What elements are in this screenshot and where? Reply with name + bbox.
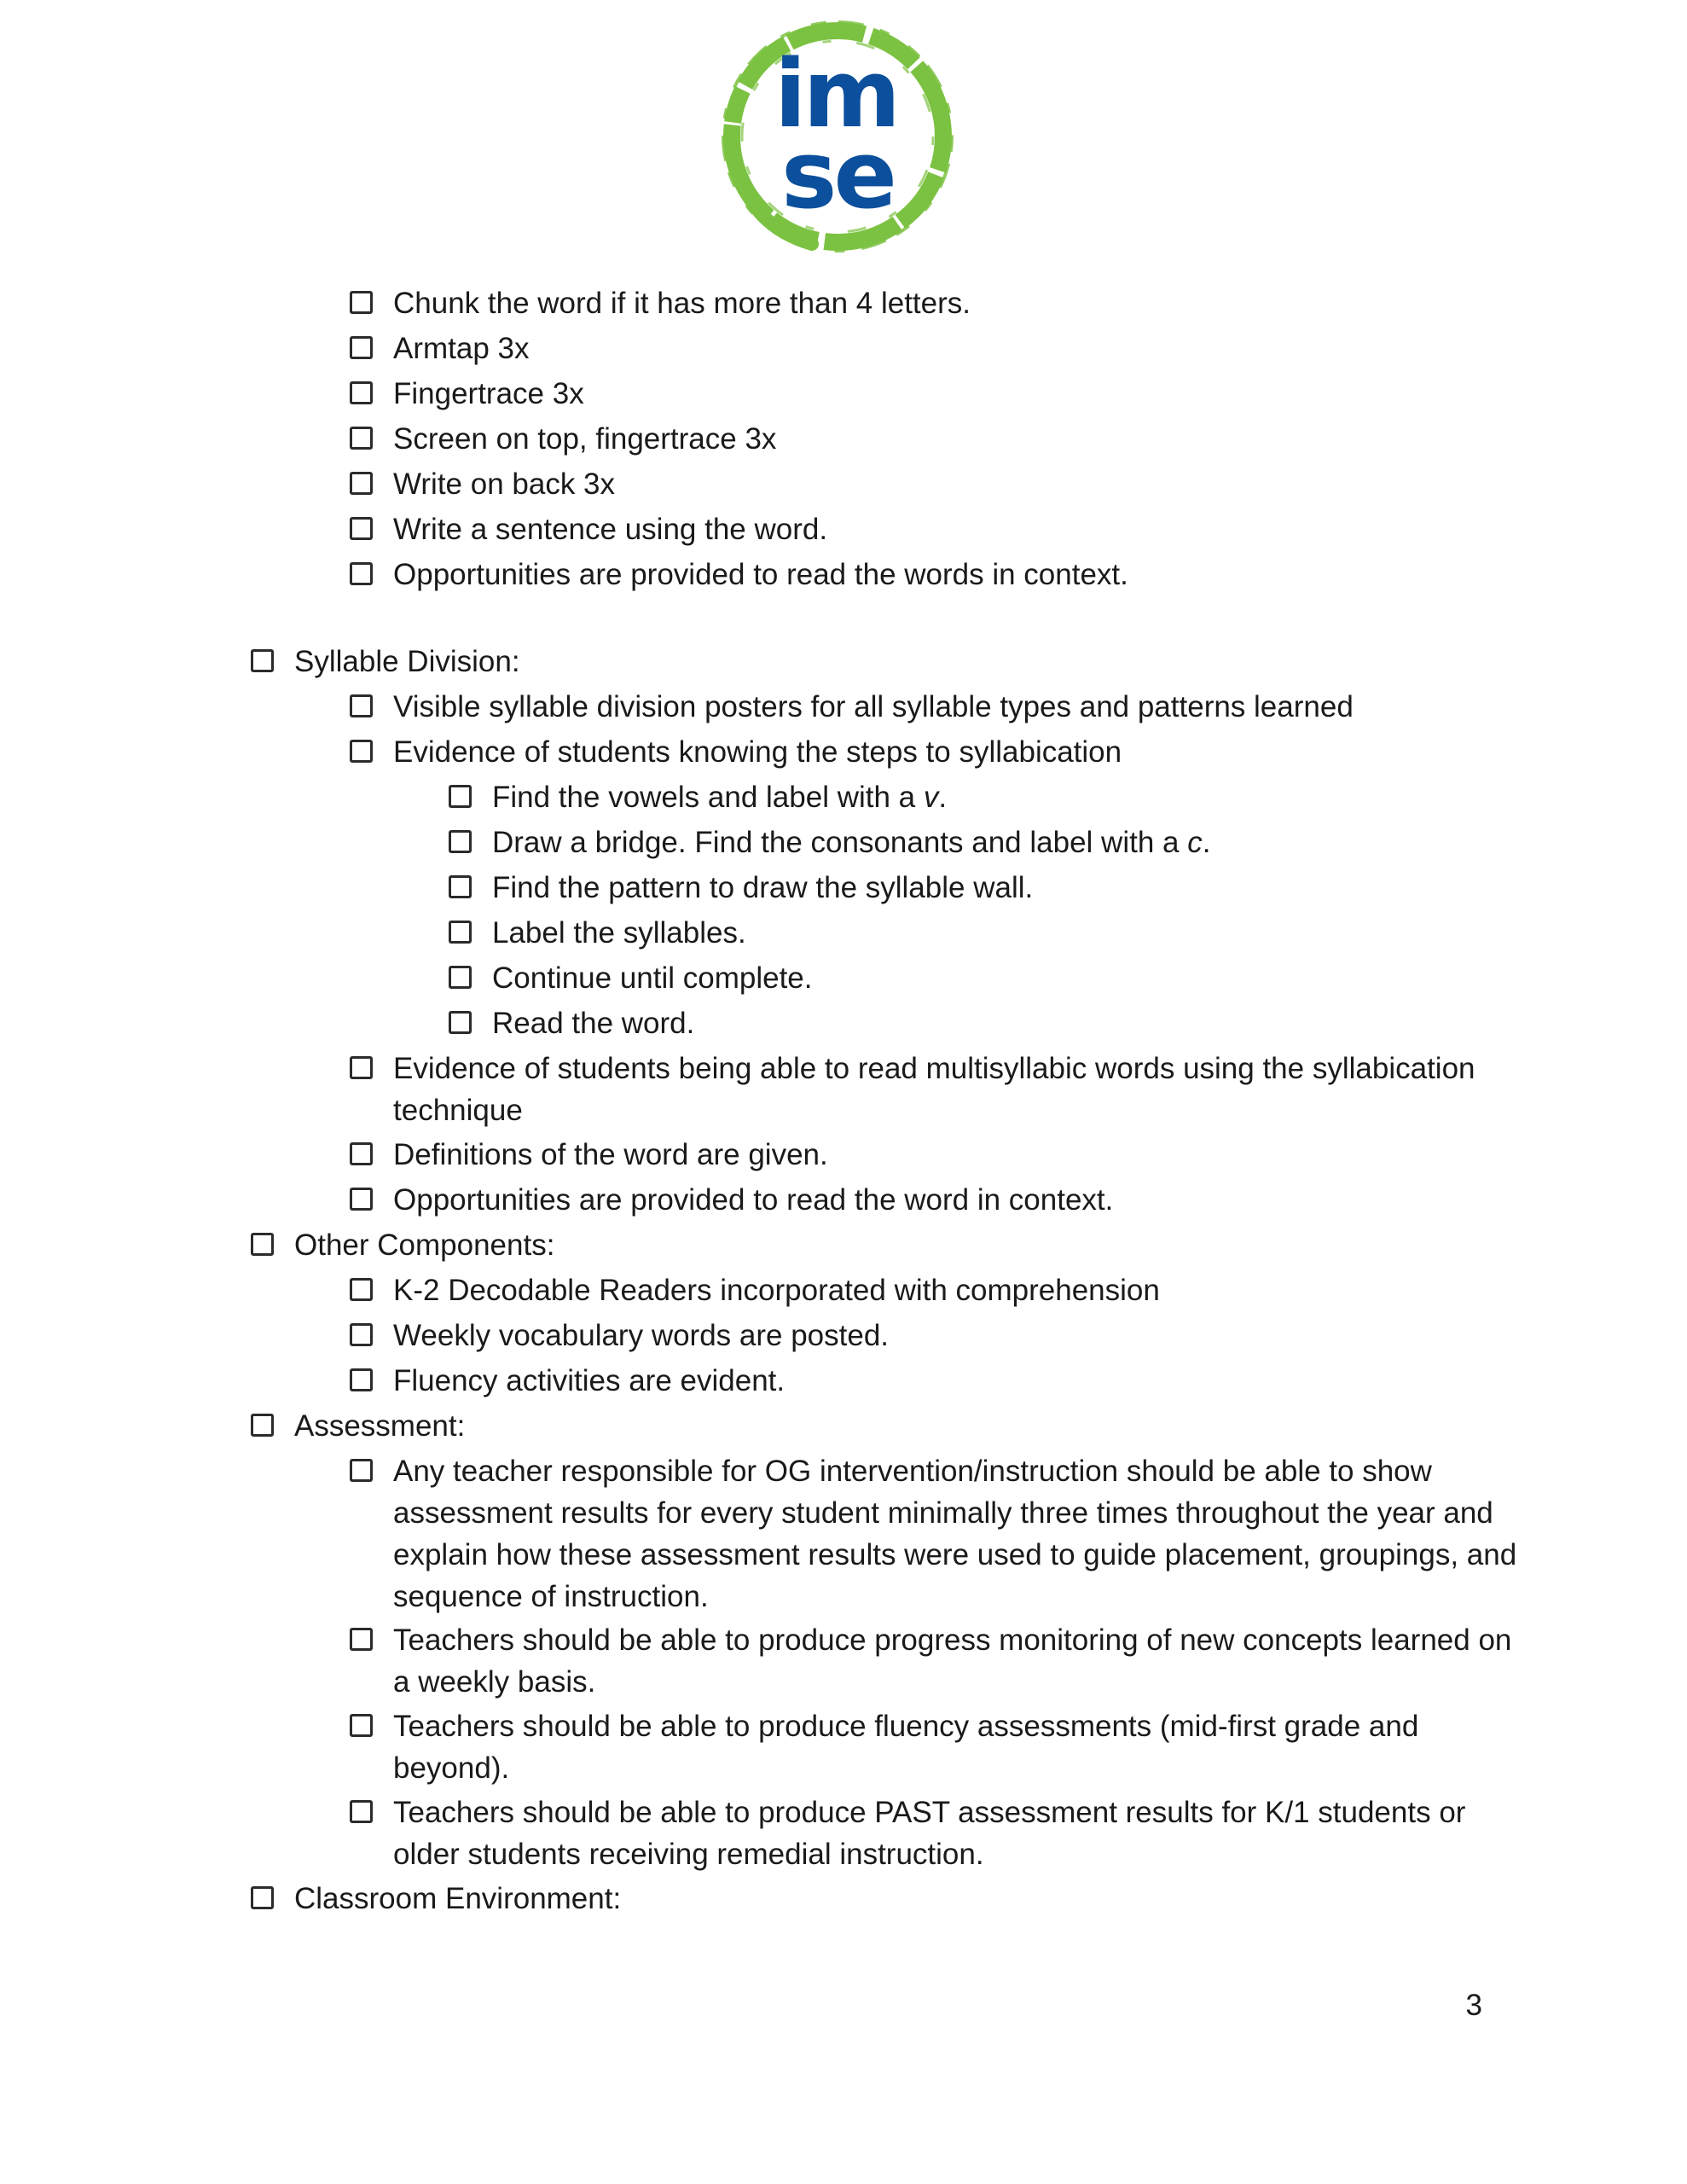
checklist-item [350,418,1528,460]
checklist-item-label: Visible syllable division posters for all syllable types and patterns learned [393,690,1354,723]
section-heading: Classroom Environment: [294,1882,622,1915]
checkbox[interactable] [350,694,373,717]
checklist-subitem [449,1002,1516,1044]
checklist-item [350,282,1528,324]
checkbox[interactable] [251,1886,274,1909]
checklist-item-label: Definitions of the word are given. [393,1138,828,1171]
checkbox[interactable] [251,649,274,672]
checklist-item-label: Chunk the word if it has more than 4 letters. [393,287,971,320]
checklist-item-label: Evidence of students knowing the steps to syllabication [393,735,1122,769]
logo-text-im: im [774,39,898,148]
checkbox[interactable] [251,1233,274,1256]
checklist-item-label: Opportunities are provided to read the words in context. [393,558,1128,591]
checkbox[interactable] [449,830,472,853]
checklist-item-label [492,776,1516,818]
label-text: Find the vowels and label with a [492,781,924,814]
checklist-item [350,1269,1528,1311]
checklist-item-label: Read the word. [492,1007,695,1040]
checklist-item-label [492,822,1516,863]
checklist-item [350,686,1528,728]
checklist-item [350,1450,1528,1618]
checkbox[interactable] [350,1628,373,1651]
checklist-section-other-components [251,1224,1574,1266]
checklist-item-label: Write on back 3x [393,468,616,501]
checklist-section-assessment [251,1405,1574,1447]
checklist-item [350,1360,1528,1402]
checkbox[interactable] [251,1414,274,1437]
checkbox[interactable] [350,1800,373,1823]
checkbox[interactable] [449,1011,472,1034]
checklist-item [350,1705,1528,1789]
checklist-item-label: Any teacher responsible for OG intervention/instruction should be able to show assessment results for every student minimally three times throughout the year and explain how these assessment results were used to guide placement, groupings, and sequence of instruction. [393,1455,1517,1613]
checkbox[interactable] [350,1714,373,1737]
checkbox[interactable] [350,381,373,404]
section-heading: Assessment: [294,1409,466,1443]
checklist-item [350,1792,1528,1875]
section-heading: Other Components: [294,1228,555,1262]
checklist-item-label: Weekly vocabulary words are posted. [393,1319,890,1352]
label-punct: . [1202,826,1211,859]
label-punct: . [938,781,948,814]
checkbox[interactable] [350,517,373,540]
checklist-item-label: Fluency activities are evident. [393,1364,786,1397]
checkbox[interactable] [350,1278,373,1301]
checklist-subitem [449,867,1516,909]
checkbox[interactable] [449,966,472,989]
checkbox[interactable] [350,562,373,585]
checkbox[interactable] [350,291,373,314]
checklist-item-label: Opportunities are provided to read the word in context. [393,1183,1114,1217]
checkbox[interactable] [350,1368,373,1391]
label-text: Draw a bridge. Find the consonants and label with a [492,826,1188,859]
checklist-item [350,1619,1528,1703]
checklist-subitem [449,776,1516,818]
checklist-section-syllable-division [251,641,1574,682]
checklist-item-label: Armtap 3x [393,332,530,365]
checkbox[interactable] [350,740,373,763]
section-heading: Syllable Division: [294,645,520,678]
checkbox[interactable] [350,1459,373,1482]
checklist-subitem [449,957,1516,999]
checklist-item [350,1315,1528,1356]
checklist-item-label: Continue until complete. [492,961,813,995]
checklist-item-label: K-2 Decodable Readers incorporated with comprehension [393,1274,1160,1307]
checklist-item [350,554,1528,595]
label-variable: c [1187,826,1203,859]
checklist-item [350,373,1528,415]
checkbox[interactable] [449,785,472,808]
checklist-item-label: Teachers should be able to produce PAST assessment results for K/1 students or older students receiving remedial instruction. [393,1796,1466,1871]
checklist-item-label: Teachers should be able to produce progress monitoring of new concepts learned on a weekly basis. [393,1623,1512,1699]
label-variable: v [923,781,939,814]
checklist-item [350,1134,1528,1176]
checklist-item-label: Find the pattern to draw the syllable wall. [492,871,1034,904]
checklist-item-label: Evidence of students being able to read multisyllabic words using the syllabication technique [393,1052,1475,1127]
checkbox[interactable] [449,875,472,898]
checklist-item-label: Write a sentence using the word. [393,513,828,546]
checklist-item-label: Screen on top, fingertrace 3x [393,422,777,456]
checklist-item [350,1179,1528,1221]
checklist-item [350,731,1528,773]
page-number: 3 [1465,1989,1482,2022]
logo-text-se: se [780,120,895,229]
checklist-section-classroom-environment [251,1878,1574,1920]
checklist-item [350,508,1528,550]
checkbox[interactable] [350,1142,373,1165]
checklist-item [350,463,1528,505]
checklist-item-label: Teachers should be able to produce fluency assessments (mid-first grade and beyond). [393,1710,1419,1785]
checkbox[interactable] [350,1056,373,1079]
checklist-subitem [449,912,1516,954]
checkbox[interactable] [449,921,472,944]
checkbox[interactable] [350,427,373,450]
checklist-subitem [449,822,1516,863]
checkbox[interactable] [350,472,373,495]
checkbox[interactable] [350,336,373,359]
checkbox[interactable] [350,1188,373,1211]
checkbox[interactable] [350,1323,373,1346]
checklist-item [350,1048,1528,1131]
checklist-item [350,328,1528,369]
checklist-item-label: Label the syllables. [492,916,746,950]
imse-logo [710,15,965,258]
checklist-item-label: Fingertrace 3x [393,377,584,410]
